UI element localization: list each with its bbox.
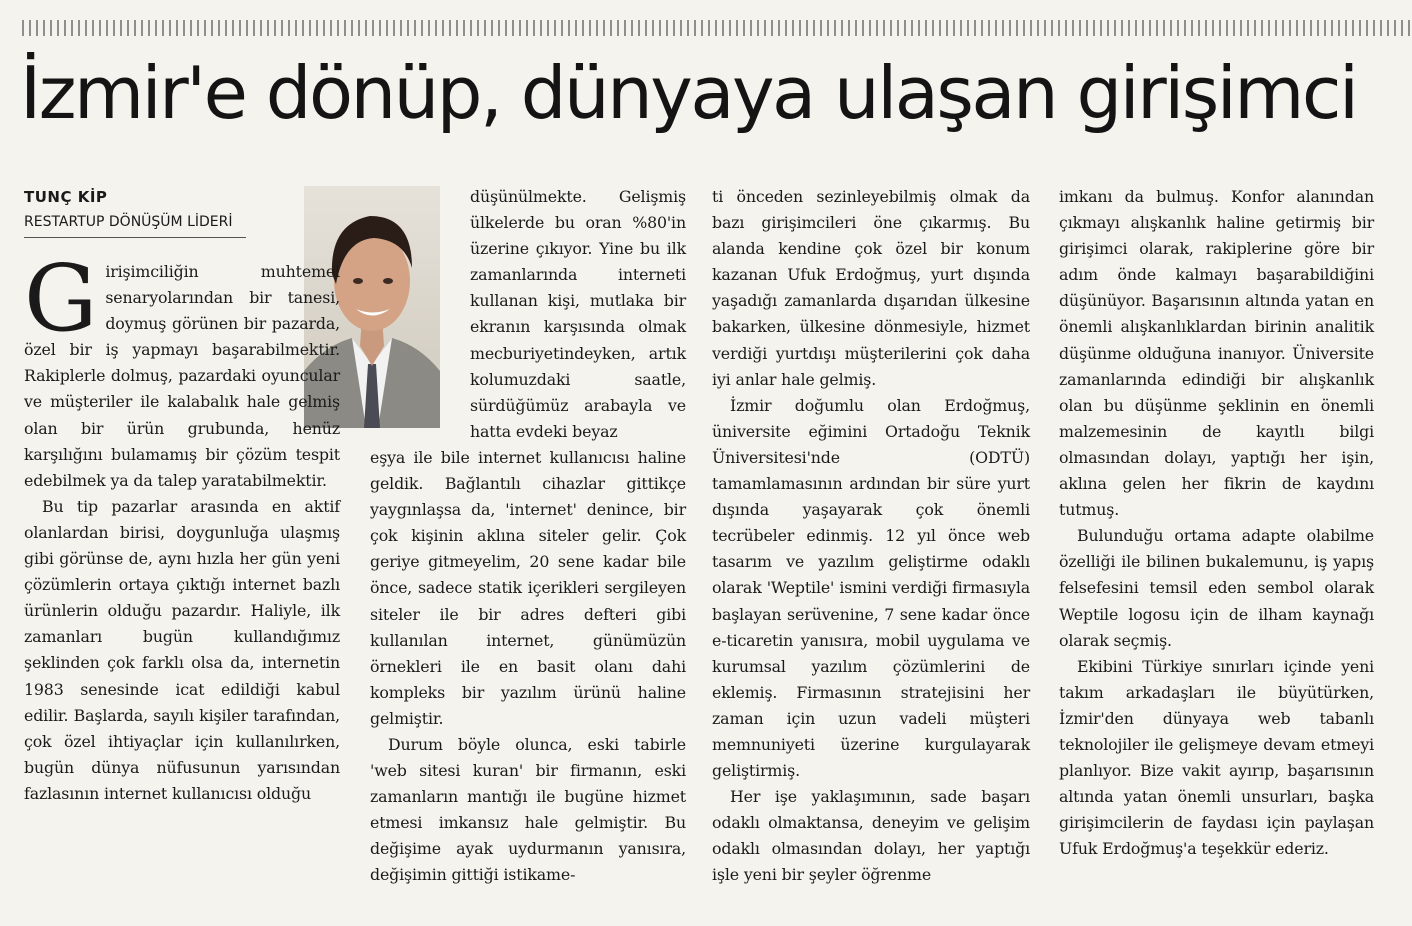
paragraph: Bulunduğu ortama adapte olabilme özelliği ile bilinen bukalemunu, iş yapış felsefesini temsil eden sembol olarak Weptile logosu için de ilham kaynağı olarak seçmiş.: [1059, 526, 1374, 650]
paragraph: Girişimciliğin muhtemel senaryolarından bir tanesi, doymuş görünen bir pazarda, özel bir iş yapmayı başarabilmektir. Rakiplerle dolmuş, pazardaki oyuncular ve müşteriler ile kalabalık hale gelmiş olan bir ürün grubunda, henüz karşılığını bulamamış bir çözüm tespit edebilmek ya da talep yaratabilmektir.: [24, 245, 340, 490]
paragraph: Bu tip pazarlar arasında en aktif olanlardan birisi, doygunluğa ulaşmış gibi görünse de, aynı hızla her gün yeni çözümlerin ortaya çıktığı internet bazlı ürünlerin olduğu pazardır. Haliyle, ilk zamanları bugün kullandığımız şeklinden çok farklı olsa da, internetin 1983 senesinde icat edildiği kabul edilir. Başlarda, sayılı kişiler tarafından, çok özel ihtiyaçlar için kullanılırken, bugün dünya nüfusunun yarısından fazlasının internet kullanıcısı olduğu: [24, 496, 340, 803]
author-name: TUNÇ KİP: [24, 188, 108, 206]
paragraph: düşünülmekte. Gelişmiş ülkelerde bu oran %80'in üzerine çıkıyor. Yine bu ilk zamanlarında interneti kullanan kişi, mutlaka bir ekranın karşısında olmak mecburiyetindeyken, artık kolumuzdaki saatle, sürdüğümüz arabayla ve hatta evdeki beyaz: [470, 187, 686, 441]
paragraph: Ekibini Türkiye sınırları içinde yeni takım arkadaşları ile büyütürken, İzmir'den dünyaya web tabanlı teknolojiler ile gelişmeye devam etmeyi planlıyor. Bize vakit ayırıp, başarısının altında yatan önemli unsurları, başka girişimcilerin de faydası için paylaşan Ufuk Erdoğmuş'a teşekkür ederiz.: [1059, 656, 1374, 859]
headline: İzmir'e dönüp, dünyaya ulaşan girişimci: [20, 51, 1357, 135]
article-column-2: [370, 184, 686, 889]
article-column-4: [1059, 184, 1374, 862]
author-role: RESTARTUP DÖNÜŞÜM LİDERİ: [24, 213, 246, 238]
paragraph: Durum böyle olunca, eski tabirle 'web sitesi kuran' bir firmanın, eski zamanların mantığı ile bugüne hizmet etmesi imkansız hale gelmiştir. Bu değişime ayak uydurmanın yanısıra, değişimin gittiği istikame-: [370, 734, 686, 885]
byline: [24, 188, 246, 238]
dotted-header-band: [22, 20, 1412, 36]
paragraph: İzmir doğumlu olan Erdoğmuş, üniversite eğimini Ortadoğu Teknik Üniversitesi'nde (ODTÜ) tamamlamasının ardından bir süre yurt dışında yaşayarak çok önemli tecrübeler edinmiş. 12 yıl önce web tasarım ve yazılım geliştirme odaklı olarak 'Weptile' ismini verdiği firmasıyla başlayan serüvenine, 7 sene kadar önce e-ticaretin yanısıra, mobil uygulama ve kurumsal yazılım çözümlerini de eklemiş. Firmasının stratejisini her zaman için uzun vadeli müşteri memnuniyeti üzerine kurgulayarak geliştirmiş.: [712, 395, 1030, 781]
drop-cap: G: [24, 245, 98, 352]
article-column-1: [24, 245, 340, 807]
paragraph: Her işe yaklaşımının, sade başarı odaklı olmaktansa, deneyim ve gelişim odaklı olmasından dolayı, her yaptığı işle yeni bir şeyler öğrenme: [712, 787, 1030, 885]
paragraph: ti önceden sezinleyebilmiş olmak da bazı girişimcileri öne çıkarmış. Bu alanda kendine çok özel bir konum kazanan Ufuk Erdoğmuş, yurt dışında yaşadığı zamanlarda dışarıdan ülkesine bakarken, ülkesine dönmesiyle, hizmet verdiği yurtdışı müşterilerini çok daha iyi anlar hale gelmiş.: [712, 187, 1030, 389]
paragraph: eşya ile bile internet kullanıcısı haline geldik. Bağlantılı cihazlar gittikçe yaygınlaşsa da, 'internet' denince, bir çok kişinin aklına siteler gelir. Çok geriye gitmeyelim, 20 sene kadar bile önce, sadece statik içerikleri sergileyen siteler ile bir adres defteri gibi kullanılan internet, günümüzün örnekleri ile en basit olanı dahi kompleks bir yazılım ürünü haline gelmiştir.: [370, 447, 686, 728]
article-column-3: [712, 184, 1030, 889]
paragraph: imkanı da bulmuş. Konfor alanından çıkmayı alışkanlık haline getirmiş bir girişimci olarak, rakiplerine göre bir adım önde kalmayı başarabildiğini düşünüyor. Başarısının altında yatan en önemli alışkanlıklardan birinin analitik düşünme olduğuna inanıyor. Üniversite zamanlarında edindiği bir alışkanlık olan bu düşünme şeklinin en önemli malzemesinin de kayıtlı bilgi olmasından dolayı, yaptığı her işin, aklına gelen her fikrin de kaydını tutmuş.: [1059, 187, 1374, 520]
